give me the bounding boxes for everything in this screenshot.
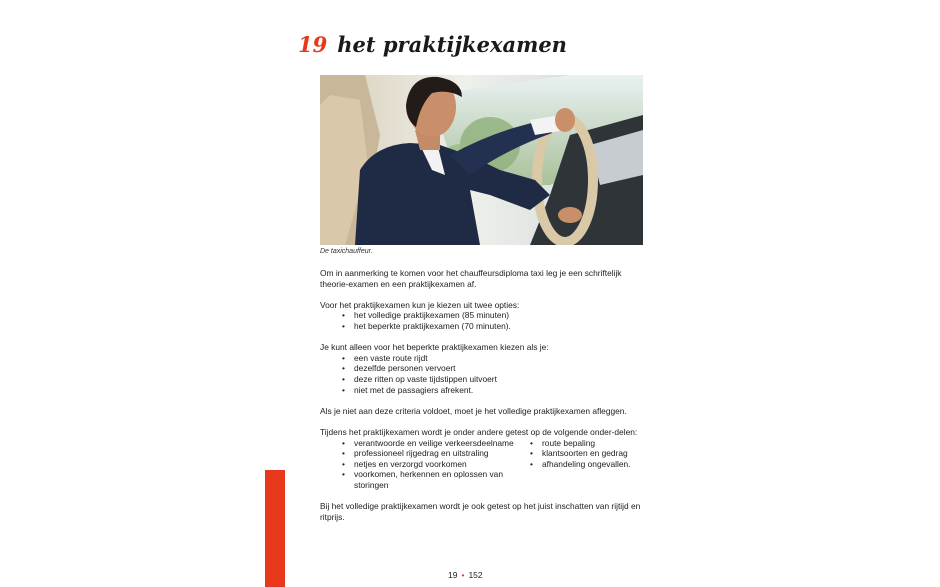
list-item: • deze ritten op vaste tijdstippen uitvoert: [342, 374, 650, 385]
body-text: [320, 268, 650, 533]
limited-conditions-list: [320, 353, 650, 395]
list-item: • netjes en verzorgd voorkomen: [342, 459, 530, 470]
list-item: • niet met de passagiers afrekent.: [342, 385, 650, 396]
footer-separator: •: [461, 570, 465, 580]
options-list: [320, 310, 650, 331]
tested-intro: Tijdens het praktijkexamen wordt je onder andere getest op de volgende onder-delen:: [320, 426, 638, 437]
options-intro: Voor het praktijkexamen kun je kiezen uit twee opties:: [320, 299, 520, 310]
tested-list-left: [320, 438, 530, 491]
chapter-title: het praktijkexamen: [337, 32, 567, 57]
footer-chapter: 19: [448, 570, 458, 580]
list-item: • voorkomen, herkennen en oplossen van storingen: [342, 469, 530, 490]
tested-topics: [320, 438, 650, 491]
list-item: • route bepaling: [530, 438, 630, 449]
list-item: • dezelfde personen vervoert: [342, 363, 650, 374]
page-number: 152: [468, 570, 483, 580]
closing-paragraph: Bij het volledige praktijkexamen wordt je ook getest op het juist inschatten van rijtijd en ritprijs.: [320, 501, 641, 522]
tested-list-right: [530, 438, 630, 491]
list-item: • afhandeling ongevallen.: [530, 459, 630, 470]
taxi-driver-photo: [320, 75, 643, 245]
outer-margin: [0, 0, 263, 587]
page-title: [298, 32, 567, 57]
limited-intro: Je kunt alleen voor het beperkte praktijkexamen kiezen als je:: [320, 342, 549, 353]
photo-caption: De taxichauffeur.: [320, 248, 373, 255]
list-item: • het volledige praktijkexamen (85 minuten): [342, 310, 650, 321]
chapter-tab: [265, 470, 285, 587]
chapter-number: 19: [298, 32, 328, 57]
page-footer: [448, 570, 483, 580]
list-item: • professioneel rijgedrag en uitstraling: [342, 448, 530, 459]
list-item: • klantsoorten en gedrag: [530, 448, 630, 459]
criteria-paragraph: Als je niet aan deze criteria voldoet, moet je het volledige praktijkexamen afleggen.: [320, 405, 627, 416]
list-item: • het beperkte praktijkexamen (70 minuten).: [342, 321, 650, 332]
list-item: • een vaste route rijdt: [342, 353, 650, 364]
intro-paragraph: Om in aanmerking te komen voor het chauffeursdiploma taxi leg je een schriftelijk theorie-examen en een praktijkexamen af.: [320, 268, 622, 289]
list-item: • verantwoorde en veilige verkeersdeelname: [342, 438, 530, 449]
